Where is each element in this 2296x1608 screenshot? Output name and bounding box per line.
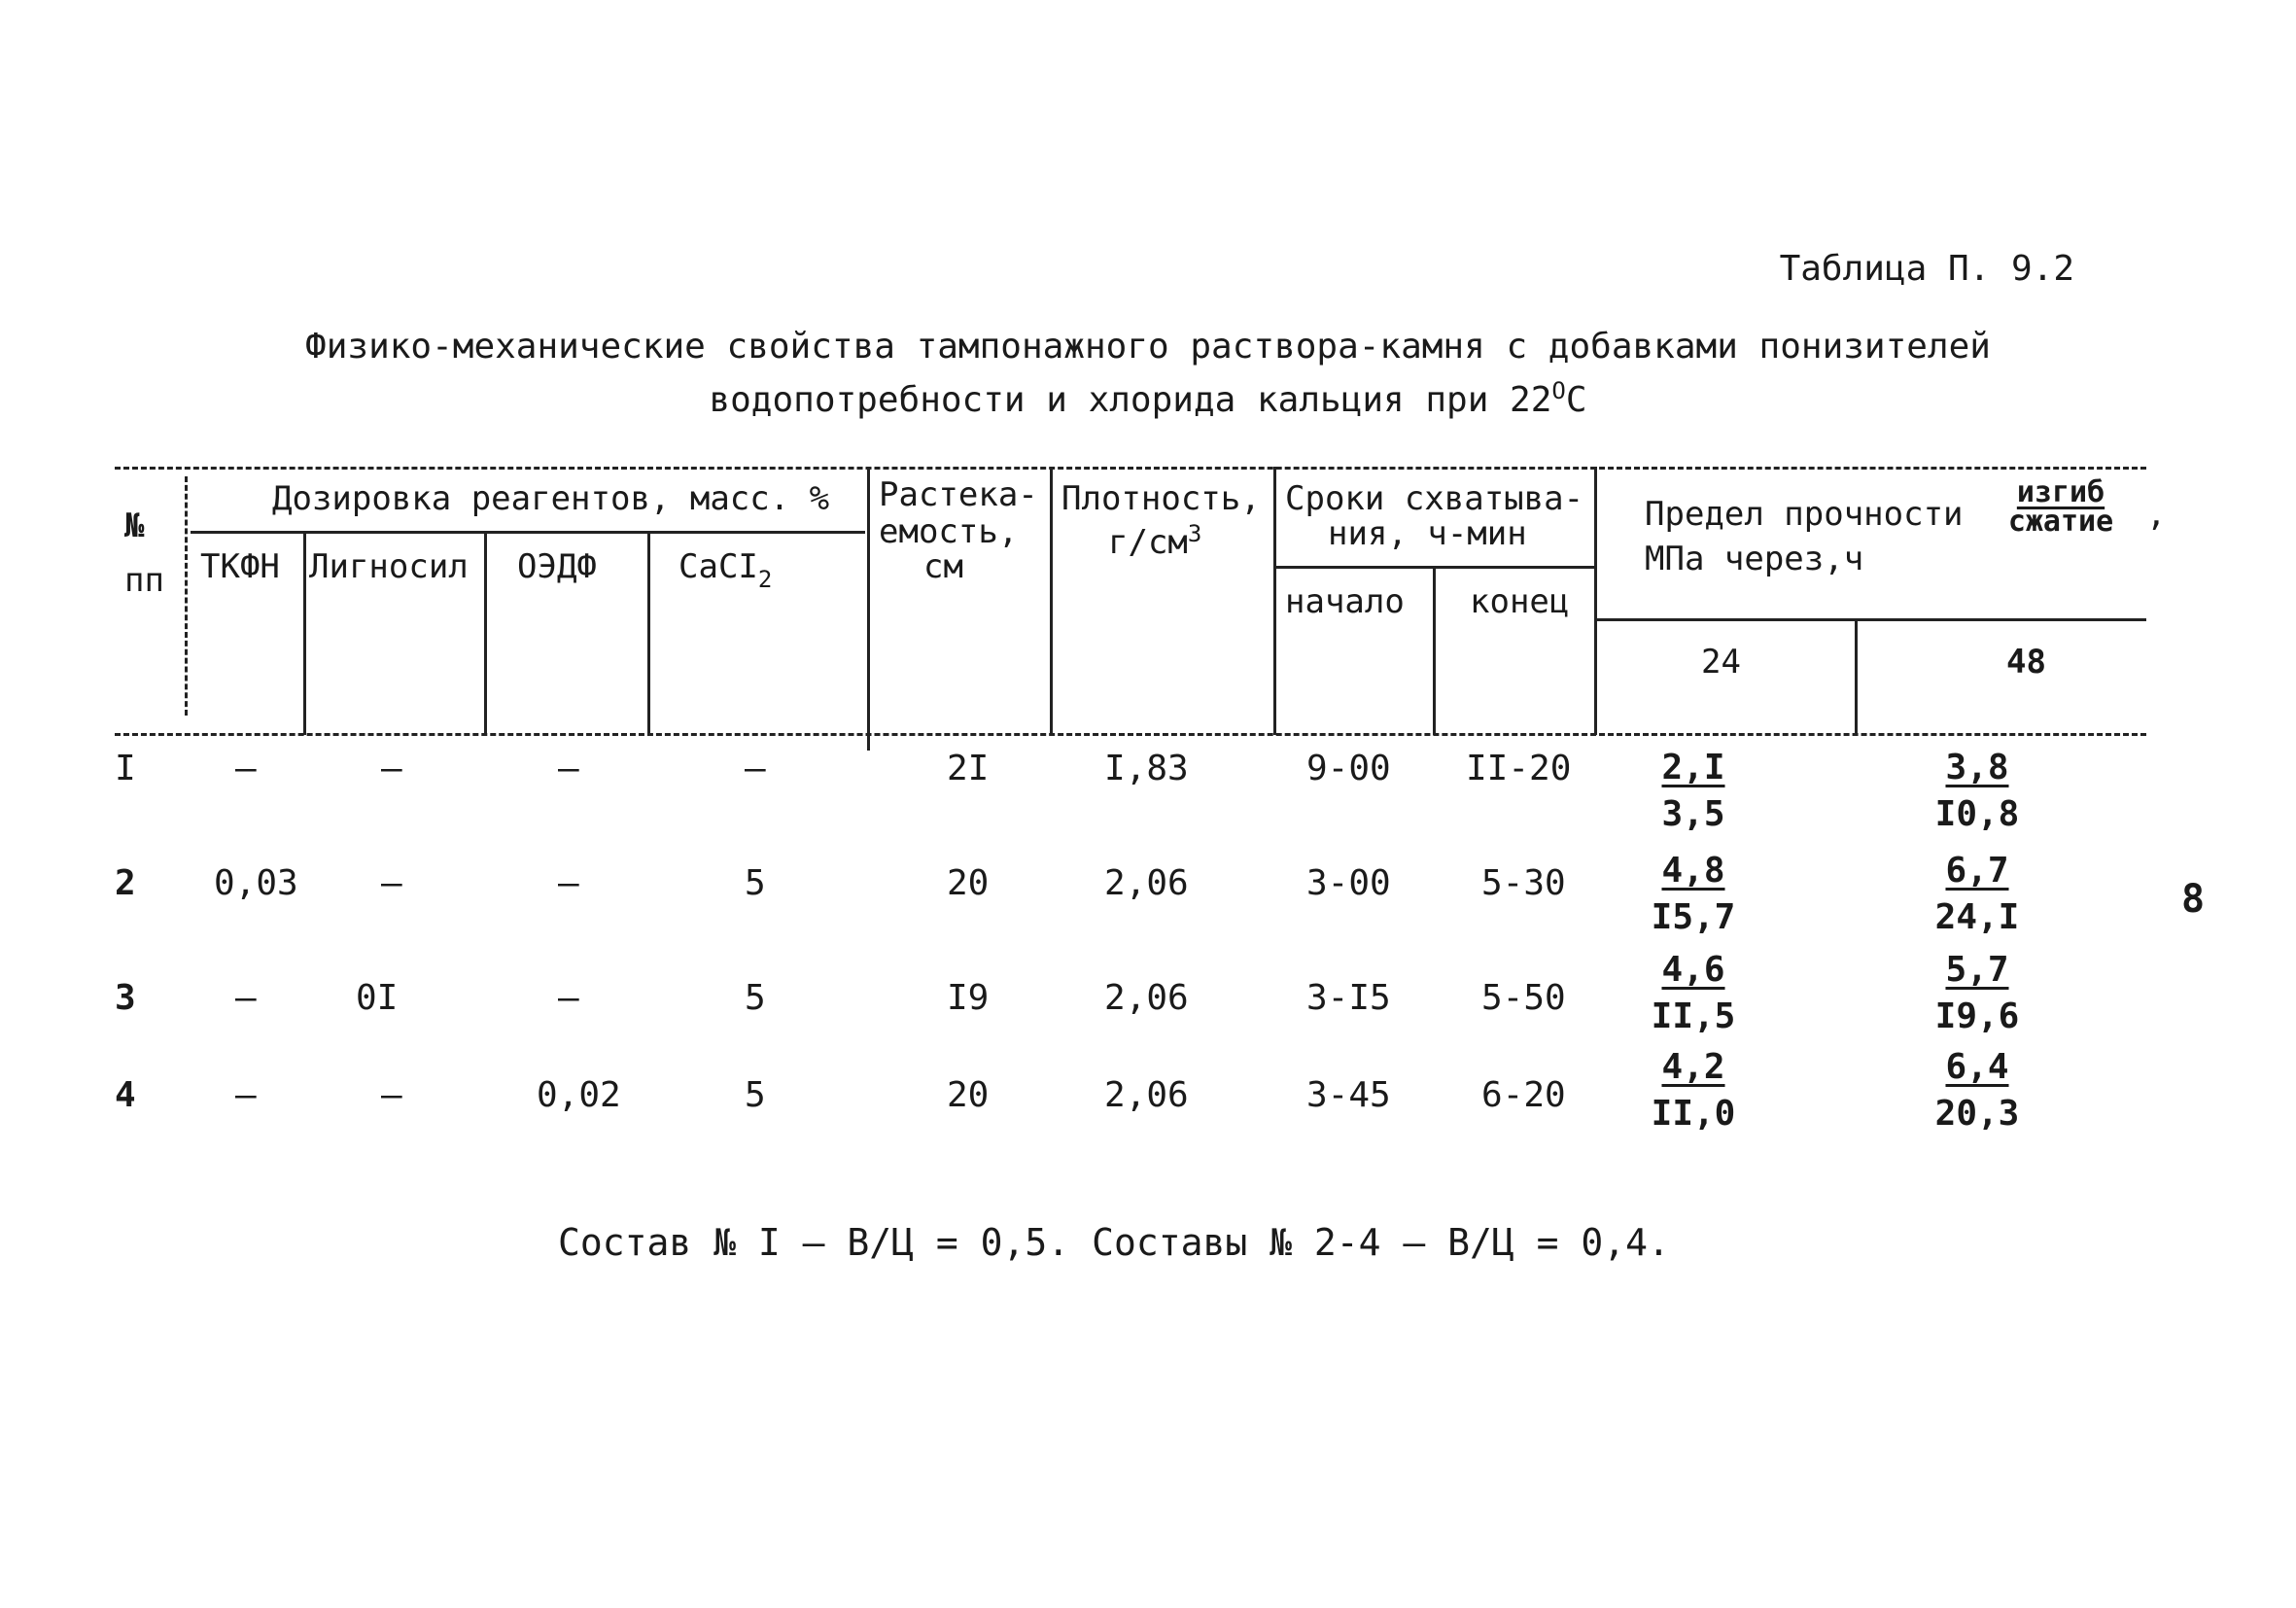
- strength-24-bend: 4,8: [1661, 851, 1725, 891]
- header-strength-fraction: [1983, 475, 2139, 539]
- cell-num: 4: [115, 1075, 136, 1115]
- header-spread-3: см: [923, 547, 963, 586]
- cell-cacl: –: [745, 749, 766, 788]
- strength-48-compress: I0,8: [1934, 794, 2020, 834]
- cell-num: 3: [115, 978, 136, 1018]
- cell-spread: 2I: [947, 749, 990, 788]
- cell-oedf: –: [558, 978, 579, 1018]
- cell-tkfn: –: [235, 749, 257, 788]
- cell-spread: 20: [947, 1075, 990, 1115]
- cell-density: I,83: [1104, 749, 1189, 788]
- col-sep-spread: [1050, 467, 1053, 735]
- cell-strength-24: [1625, 848, 1761, 941]
- cell-lignosil: –: [381, 749, 402, 788]
- strength-underline: [1594, 618, 2146, 621]
- col-sep-end: [1594, 467, 1597, 735]
- cell-oedf: 0,02: [537, 1075, 621, 1115]
- header-strength-24: 24: [1701, 643, 1741, 682]
- dosage-underline: [191, 531, 865, 534]
- cell-density: 2,06: [1104, 978, 1189, 1018]
- cell-lignosil: 0I: [356, 978, 399, 1018]
- cell-lignosil: –: [381, 1075, 402, 1115]
- strength-48-bend: 6,7: [1945, 851, 2009, 891]
- header-dosage-group: Дозировка реагентов, масс. %: [272, 479, 830, 518]
- cell-end: 5-30: [1481, 863, 1566, 903]
- title-line2-end: С: [1565, 380, 1587, 420]
- cell-start: 3-00: [1306, 863, 1391, 903]
- strength-24-compress: II,0: [1651, 1094, 1736, 1134]
- cell-cacl: 5: [745, 978, 766, 1018]
- cell-spread: 20: [947, 863, 990, 903]
- cell-strength-48: [1909, 947, 2045, 1040]
- header-spread-1: Растека-: [879, 475, 1038, 514]
- cell-strength-24: [1625, 745, 1761, 838]
- cell-spread: I9: [947, 978, 990, 1018]
- table-title-line2: [0, 377, 2296, 420]
- header-density-2: [1108, 515, 1201, 561]
- col-sep-tkfn: [303, 531, 306, 735]
- strength-24-compress: 3,5: [1661, 794, 1725, 834]
- cell-start: 9-00: [1306, 749, 1391, 788]
- title-degree-sup: О: [1551, 377, 1566, 404]
- header-setting-2: ния, ч-мин: [1328, 514, 1527, 553]
- header-bottom-rule: [115, 733, 2146, 736]
- header-density-1: Плотность,: [1061, 479, 1261, 518]
- cell-end: 5-50: [1481, 978, 1566, 1018]
- table-title-line1: Физико-механические свойства тампонажного раствора-камня с добавками понизителей: [305, 327, 1991, 367]
- cell-strength-24: [1625, 947, 1761, 1040]
- header-cacl: [678, 548, 772, 598]
- col-sep-density: [1273, 467, 1276, 735]
- cell-strength-48: [1909, 1044, 2045, 1137]
- title-line2-text: водопотребности и хлорида кальция при 22: [709, 380, 1552, 420]
- header-lignosil: Лигносил: [309, 547, 469, 586]
- header-cacl-sub: 2: [757, 566, 773, 593]
- cell-end: II-20: [1466, 749, 1572, 788]
- header-tkfn: ТКФН: [200, 547, 280, 586]
- col-sep-oedf: [647, 531, 650, 735]
- strength-48-compress: 24,I: [1934, 897, 2020, 937]
- header-spread-2: емость,: [879, 512, 1019, 551]
- col-sep-start: [1433, 566, 1436, 735]
- header-strength-48: 48: [2006, 643, 2046, 682]
- strength-24-compress: II,5: [1651, 996, 1736, 1036]
- cell-oedf: –: [558, 749, 579, 788]
- cell-end: 6-20: [1481, 1075, 1566, 1115]
- header-oedf: ОЭДФ: [517, 547, 597, 586]
- col-sep-cacl: [867, 467, 870, 751]
- cell-cacl: 5: [745, 863, 766, 903]
- table-number: Таблица П. 9.2: [1779, 249, 2074, 289]
- header-strength-2: МПа через,ч: [1645, 540, 1864, 578]
- header-cacl-main: CaCI: [678, 547, 758, 586]
- strength-48-bend: 3,8: [1945, 748, 2009, 787]
- strength-24-bend: 2,I: [1661, 748, 1725, 787]
- strength-48-bend: 6,4: [1945, 1047, 2009, 1087]
- cell-num: 2: [115, 863, 136, 903]
- header-setting-end: конец: [1470, 582, 1570, 621]
- cell-strength-24: [1625, 1044, 1761, 1137]
- cell-cacl: 5: [745, 1075, 766, 1115]
- cell-num: I: [115, 749, 136, 788]
- cell-density: 2,06: [1104, 863, 1189, 903]
- cell-start: 3-45: [1306, 1075, 1391, 1115]
- cell-oedf: –: [558, 863, 579, 903]
- cell-tkfn: –: [235, 1075, 257, 1115]
- cell-strength-48: [1909, 745, 2045, 838]
- header-density-unit: г/см: [1108, 523, 1188, 562]
- cell-tkfn: –: [235, 978, 257, 1018]
- cell-start: 3-I5: [1306, 978, 1391, 1018]
- header-num-pp: пп: [124, 561, 164, 600]
- strength-24-compress: I5,7: [1651, 897, 1736, 937]
- header-num-symbol: №: [124, 507, 145, 545]
- col-sep-24: [1855, 618, 1858, 735]
- table-footnote: Состав № I – В/Ц = 0,5. Составы № 2-4 – В/Ц = 0,4.: [558, 1221, 1670, 1264]
- strength-24-bend: 4,6: [1661, 950, 1725, 990]
- table-top-rule: [115, 467, 2146, 470]
- header-setting-1: Сроки схватыва-: [1285, 479, 1584, 518]
- header-strength-1: Предел прочности: [1645, 495, 1964, 534]
- col-sep-num: [185, 476, 188, 716]
- cell-lignosil: –: [381, 863, 402, 903]
- strength-24-bend: 4,2: [1661, 1047, 1725, 1087]
- header-strength-den: сжатие: [2007, 505, 2114, 539]
- cell-strength-48: [1909, 848, 2045, 941]
- header-strength-comma: ,: [2146, 495, 2167, 534]
- header-setting-start: начало: [1285, 582, 1405, 621]
- strength-48-compress: I9,6: [1934, 996, 2020, 1036]
- cell-density: 2,06: [1104, 1075, 1189, 1115]
- header-density-sup: 3: [1187, 520, 1202, 547]
- page-margin-mark: 8: [2181, 877, 2206, 922]
- header-strength-num: изгиб: [2016, 475, 2105, 509]
- strength-48-compress: 20,3: [1934, 1094, 2020, 1134]
- strength-48-bend: 5,7: [1945, 950, 2009, 990]
- cell-tkfn: 0,03: [214, 863, 298, 903]
- col-sep-lignosil: [484, 531, 487, 735]
